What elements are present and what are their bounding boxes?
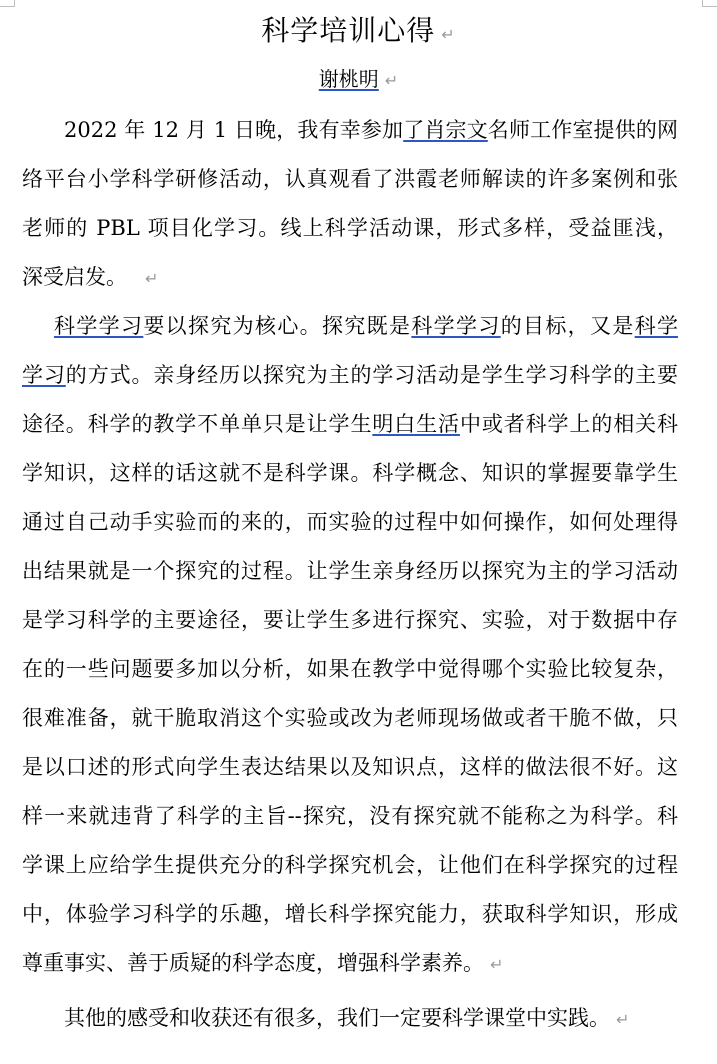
margin-corner-mark-right <box>702 0 717 7</box>
text-run: 的目标，又是 <box>500 314 635 338</box>
underlined-term: 学习 <box>22 363 66 387</box>
text-run: 途径。科学的教学不单单只是让学生 <box>22 412 373 436</box>
paragraph-mark-icon: ↵ <box>384 71 399 90</box>
author-name: 谢桃明 <box>318 67 379 91</box>
paragraph-mark-icon: ↵ <box>490 955 504 974</box>
paragraph-1-line-2: 络平台小学科学研修活动，认真观看了洪霞老师解读的许多案例和张 <box>22 167 678 191</box>
document-author[interactable] <box>0 64 717 96</box>
text-run: 中或者科学上的相关科 <box>459 412 678 436</box>
paragraph-1-line-4 <box>22 262 678 294</box>
paragraph-2-line-12: 学课上应给学生提供充分的科学探究机会，让他们在科学探究的过程 <box>22 853 678 877</box>
text-run: 尊重事实、善于质疑的科学态度，增强科学素养。 <box>22 951 484 975</box>
text-run: 的方式。亲身经历以探究为主的学习活动是学生学习科学的主要 <box>65 363 678 387</box>
text-run: 要以探究为核心。探究既是 <box>143 314 412 338</box>
margin-corner-mark-left <box>0 0 15 7</box>
paragraph-2-line-13: 中，体验学习科学的乐趣，增长科学探究能力，获取科学知识，形成 <box>22 902 678 926</box>
paragraph-2-line-6: 出结果就是一个探究的过程。让学生亲身经历以探究为主的学习活动 <box>22 559 678 583</box>
paragraph-2-line-7: 是学习科学的主要途径，要让学生多进行探究、实验，对于数据中存 <box>22 608 678 632</box>
text-run: 名师工作室提供的网 <box>487 118 678 142</box>
paragraph-2-line-3 <box>22 409 678 439</box>
text-run: 深受启发。 <box>22 265 127 289</box>
paragraph-2-line-8: 在的一些问题要多加以分析，如果在教学中觉得哪个实验比较复杂， <box>22 657 678 681</box>
paragraph-1-line-3: 老师的 PBL 项目化学习。线上科学活动课，形式多样，受益匪浅， <box>22 216 678 240</box>
paragraph-2-line-14 <box>22 948 678 980</box>
underlined-term: 科学学习 <box>411 314 501 338</box>
paragraph-2-line-9: 很难准备，就干脆取消这个实验或改为老师现场做或者干脆不做，只 <box>22 706 678 730</box>
underlined-name: 了肖宗文 <box>403 118 488 142</box>
underlined-term: 科学 <box>634 314 678 338</box>
paragraph-1-line-1 <box>64 115 678 145</box>
paragraph-2-line-11: 样一来就违背了科学的主旨--探究，没有探究就不能称之为科学。科 <box>22 804 678 828</box>
paragraph-mark-icon: ↵ <box>616 1010 630 1029</box>
text-run: 其他的感受和收获还有很多，我们一定要科学课堂中实践。 <box>64 1006 610 1030</box>
underlined-term: 科学学习 <box>54 314 144 338</box>
title-text: 科学培训心得 <box>261 14 436 47</box>
paragraph-2-line-4: 学知识，这样的话这就不是科学课。科学概念、知识的掌握要靠学生 <box>22 461 678 485</box>
paragraph-mark-icon: ↵ <box>441 25 456 44</box>
text-run: 2022 年 12 月 1 日晚，我有幸参加 <box>64 118 404 142</box>
paragraph-2-line-2 <box>22 360 678 390</box>
paragraph-mark-icon: ↵ <box>145 269 159 288</box>
document-title[interactable] <box>0 11 717 55</box>
paragraph-2-line-10: 是以口述的形式向学生表达结果以及知识点，这样的做法很不好。这 <box>22 755 678 779</box>
paragraph-3-line-1 <box>64 1003 678 1035</box>
underlined-term: 明白生活 <box>372 412 460 436</box>
paragraph-2-line-5: 通过自己动手实验而的来的，而实验的过程中如何操作，如何处理得 <box>22 510 678 534</box>
paragraph-2-line-1 <box>54 311 678 341</box>
